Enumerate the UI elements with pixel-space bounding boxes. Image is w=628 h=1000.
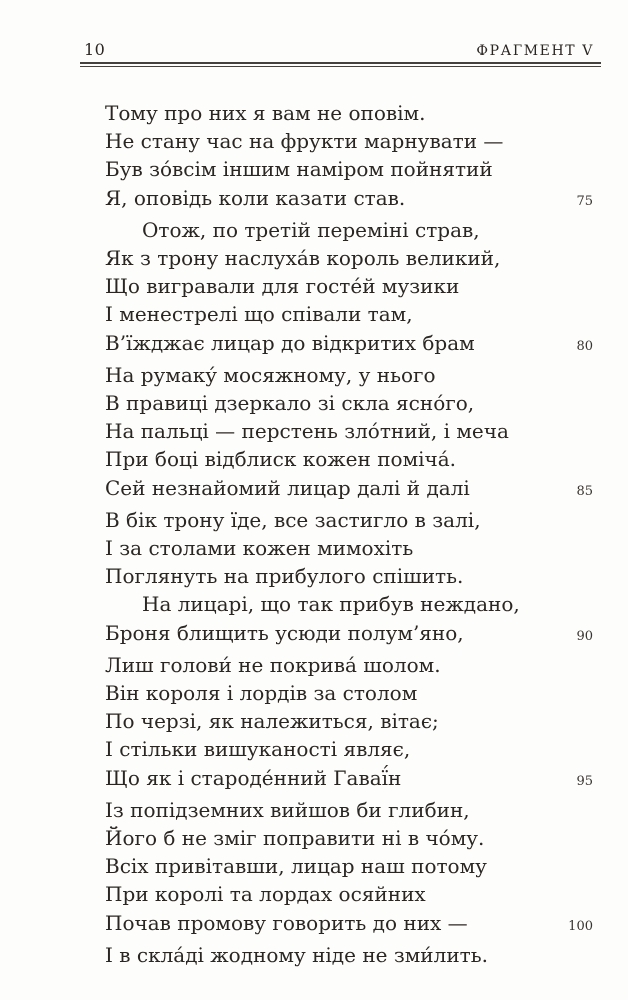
verse-text: Був зо́всім іншим наміром пойнятий xyxy=(105,157,493,182)
verse-text: Із попідземних вийшов би глибин, xyxy=(105,797,470,822)
verse-line xyxy=(105,909,593,941)
verse-text: Як з трону наслуха́в король великий, xyxy=(105,246,501,271)
line-number: 90 xyxy=(576,628,593,644)
verse-text: Його б не зміг поправити ні в чо́му. xyxy=(105,826,485,851)
verse-text: І в скла́ді жодному ніде не зми́лить. xyxy=(105,942,488,967)
page-number: 10 xyxy=(84,40,106,59)
verse-line xyxy=(105,852,593,880)
verse-text: В’їжджає лицар до відкритих брам xyxy=(105,330,475,355)
verse-line xyxy=(105,127,593,155)
verse-text: Не стану час на фрукти марнувати — xyxy=(105,129,504,154)
verse-text: Всіх привітавши, лицар наш потому xyxy=(105,854,487,879)
verse-text: Що як і староде́нний Гаваї́н xyxy=(105,765,402,790)
verse-line xyxy=(105,534,593,562)
verse-line xyxy=(105,361,593,389)
verse-line xyxy=(105,272,593,300)
verse-text: Лиш голови́ не покрива́ шолом. xyxy=(105,652,441,677)
verse-text: Сей незнайомий лицар далі й далі xyxy=(105,475,470,500)
verse-text: Тому про них я вам не оповім. xyxy=(105,101,426,125)
verse-line xyxy=(105,99,593,127)
verse-text: На пальці — перстень зло́тний, і меча xyxy=(105,419,509,444)
line-number: 85 xyxy=(576,483,593,499)
poem xyxy=(105,99,593,969)
verse-line xyxy=(105,417,593,445)
verse-text: Я, оповідь коли казати став. xyxy=(105,185,406,210)
verse-text: Він короля і лордів за столом xyxy=(105,681,418,706)
verse-line xyxy=(105,562,593,590)
verse-line xyxy=(105,796,593,824)
verse-line xyxy=(105,300,593,328)
verse-text: Отож, по третій переміні страв, xyxy=(142,217,480,242)
verse-line xyxy=(105,474,593,506)
verse-text: На лицарі, що так прибув неждано, xyxy=(142,592,520,617)
verse-line xyxy=(105,619,593,651)
verse-line xyxy=(105,506,593,534)
verse-text: Броня блищить усюди полум’яно, xyxy=(105,620,464,645)
verse-line xyxy=(105,941,593,969)
line-number: 80 xyxy=(576,338,593,354)
verse-line xyxy=(105,880,593,908)
verse-line xyxy=(105,329,593,361)
verse-line xyxy=(105,679,593,707)
verse-text: По черзі, як належиться, вітає; xyxy=(105,709,439,734)
header-title: ФРАГМЕНТ V xyxy=(476,43,594,59)
line-number: 95 xyxy=(576,773,593,789)
verse-line xyxy=(105,735,593,763)
verse-text: Почав промову говорить до них — xyxy=(105,910,468,935)
verse-text: Поглянуть на прибулого спішить. xyxy=(105,564,464,589)
verse-line xyxy=(105,707,593,735)
verse-text: При боці відблиск кожен поміча́. xyxy=(105,447,457,472)
verse-line xyxy=(105,244,593,272)
verse-text: На румаку́ мосяжному, у нього xyxy=(105,362,436,387)
verse-line xyxy=(105,184,593,216)
verse-text: При королі та лордах осяйних xyxy=(105,882,426,907)
header-divider-rule xyxy=(80,62,601,67)
verse-text: Що вигравали для госте́й музики xyxy=(105,274,460,299)
verse-text: В правиці дзеркало зі скла ясно́го, xyxy=(105,391,475,416)
verse-line xyxy=(105,389,593,417)
verse-line xyxy=(105,824,593,852)
verse-line xyxy=(105,445,593,473)
verse-line xyxy=(105,651,593,679)
verse-line xyxy=(105,764,593,796)
line-number: 75 xyxy=(576,193,593,209)
verse-text: І стільки вишуканості являє, xyxy=(105,737,411,762)
verse-line xyxy=(105,590,593,618)
verse-line xyxy=(105,155,593,183)
line-number: 100 xyxy=(568,918,593,934)
verse-text: В бік трону їде, все застигло в залі, xyxy=(105,507,481,532)
verse-text: І за столами кожен мимохіть xyxy=(105,536,414,561)
verse-line xyxy=(105,216,593,244)
verse-text: І менестрелі що співали там, xyxy=(105,302,413,327)
running-head xyxy=(84,40,594,59)
